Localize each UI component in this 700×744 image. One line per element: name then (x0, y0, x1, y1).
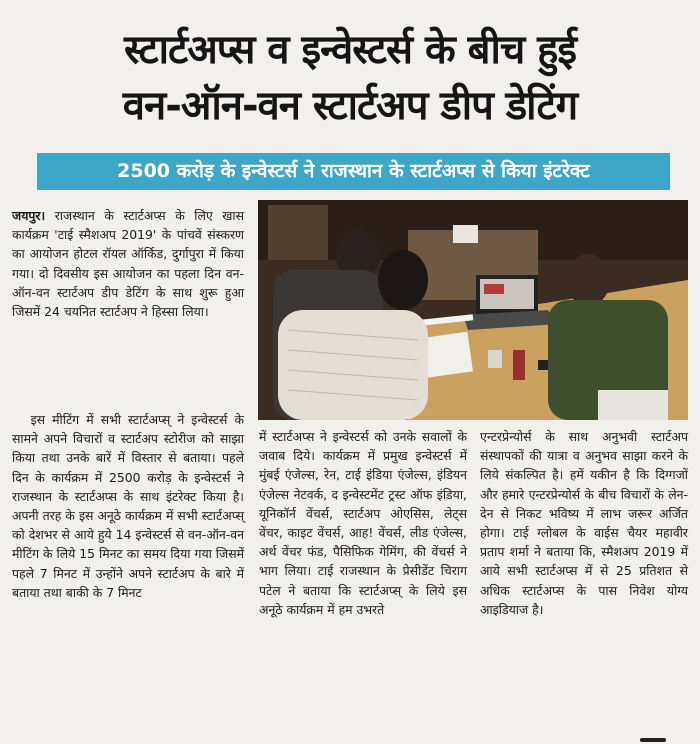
headline-line-1: स्टार्टअप्स व इन्वेस्टर्स के बीच हुई (123, 27, 577, 73)
meeting-photo (258, 200, 688, 420)
article-intro (12, 206, 244, 321)
column-3-text: एन्टरप्रेन्योर्स के साथ अनुभवी स्टार्टअप संस्थापकों की यात्रा व अनुभव साझा करने के लिये संकल्पित है। हमें यकीन है कि दिग्गजों और हमारे एन्टरप्रेन्योर्स के बीच विचारों के लेन-देन से निकट भविष्य में लाभ जरूर अर्जित होगा। टाई ग्लोबल के वाईस चैयर महावीर प्रताप शर्मा ने बताया कि, स्मैशअप 2019 में आये सभी स्टार्टअप्स में से 25 प्रतिशत से अधिक स्टार्टअप्स के पास निवेश योग्य आइडियाज है। (480, 429, 688, 617)
intro-text: राजस्थान के स्टार्टअप्स के लिए खास कार्यक्रम 'टाई स्मैशअप 2019' के पांचवें संस्करण का आयोजन होटल रॉयल ऑर्किड, दुर्गापुरा में किया गया। दो दिवसीय इस आयोजन का पहला दिन वन-ऑन-वन स्टार्टअप डीप डेटिंग के साथ शुरू हुआ जिसमें 24 चयनित स्टार्टअप ने हिस्सा लिया। (12, 208, 244, 320)
page-edge-mark (640, 738, 666, 742)
headline-line-2: वन-ऑन-वन स्टार्टअप डीप डेटिंग (122, 83, 578, 129)
column-1-text: इस मीटिंग में सभी स्टार्टअप्स् ने इन्वेस्टर्स के सामने अपने विचारों व स्टार्टअप स्टोरीज को साझा किया तथा उनके बारें में विस्तार से बताया। पहले दिन के कार्यक्रम में 2500 करोड़ के इन्वेस्टर्स ने राजस्थान के स्टार्टअप्स के साथ इंटरेक्ट किया है। अपनी तरह के इस अनूठे कार्यक्रम में सभी स्टार्टअप्स् को देशभर से आये हुये 14 इन्वेस्टर्स से वन-ऑन-वन मीटिंग के लिये 15 मिनट का समय दिया गया जिसमें पहले 7 मिनट में उन्होंने अपने स्टार्टअप के बारे में बताया तथा बाकी के 7 मिनट (12, 412, 244, 600)
article-column-3 (480, 427, 688, 619)
subheadline-banner: 2500 करोड़ के इन्वेस्टर्स ने राजस्थान के स्टार्टअप्स से किया इंटरेक्ट (37, 153, 670, 190)
dateline: जयपुर। (12, 208, 46, 223)
meeting-photo-icon (258, 200, 688, 420)
article-column-2 (259, 427, 467, 619)
column-2-text: में स्टार्टअप्स ने इन्वेस्टर्स को उनके सवालों के जवाब दिये। कार्यक्रम में प्रमुख इन्वेस्टर्स में मुंबई एंजेल्स, रेन, टाई इंडिया एंजेल्स, इंडियन एंजेल्स नेटवर्क, द इन्वेस्टमेंट ट्रस्ट ऑफ इंडिया, यूनिकॉर्न वेंचर्स, स्टार्टअप ओएसिस, लेट्स वेंचर, काइट वेंचर्स, आह! वेंचर्स, लीड एंजेल्स, अर्थ वेंचर फंड, पैसिफिक गेमिंग, की वेंचर्स ने भाग लिया। टाई राजस्थान के प्रेसीडेंट चिराग पटेल ने बताया कि स्टार्टअप्स् के लिये इस अनूठे कार्यक्रम में हम उभरते (259, 429, 467, 617)
article-column-1 (12, 410, 244, 602)
